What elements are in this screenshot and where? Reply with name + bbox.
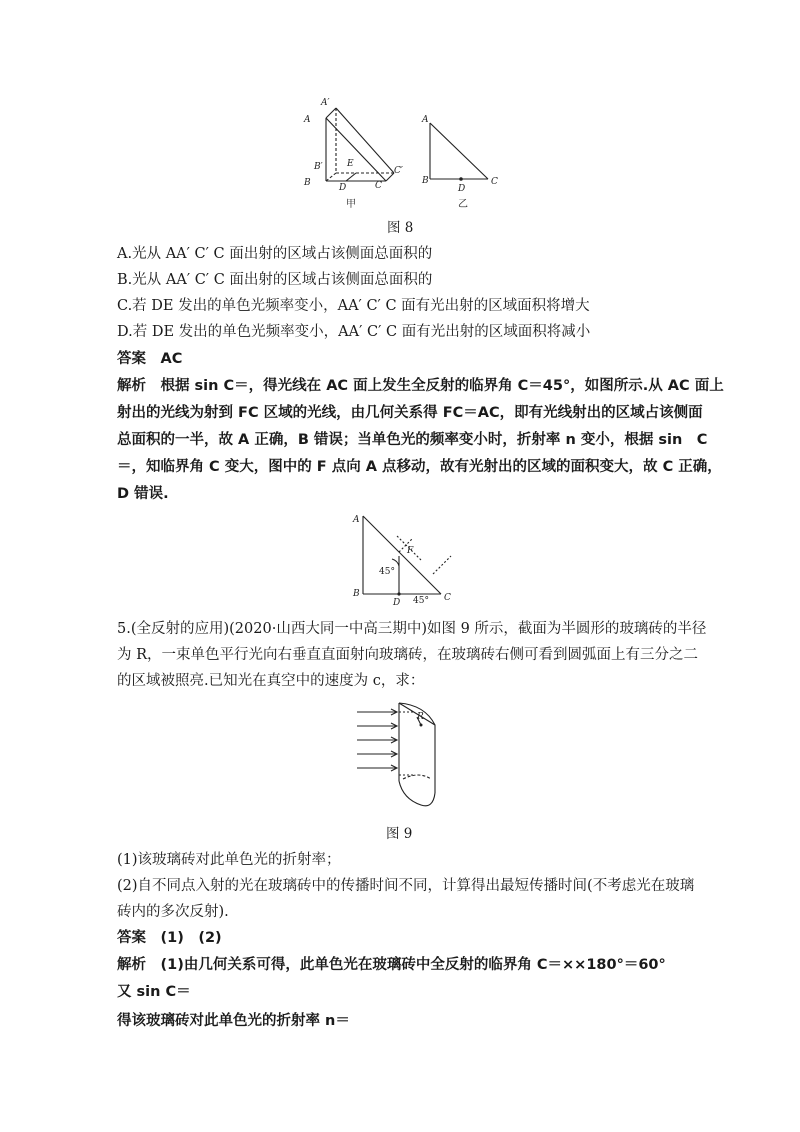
q5-stem-line-3: 的区域被照亮.已知光在真空中的速度为 c，求： xyxy=(117,673,425,689)
q5-stem-line-1: 5.(全反射的应用)(2020·山西大同一中高三期中)如图 9 所示，截面为半圆形的玻璃砖的半径 xyxy=(117,621,707,637)
q5-analysis-line-2: 又 sin C＝ xyxy=(117,984,191,1000)
q5-analysis-line-3: 得该玻璃砖对此单色光的折射率 n＝ xyxy=(117,1013,350,1029)
analysis-angle-2: 45° xyxy=(413,596,429,606)
jia-label: 甲 xyxy=(346,199,356,210)
q4-analysis-line-4: ＝，知临界角 C 变大，图中的 F 点向 A 点移动，故有光射出的区域的面积变大，故 C 正确， xyxy=(117,459,722,475)
figure-8-caption: 图 8 xyxy=(387,220,414,236)
label-A-prime: A′ xyxy=(321,98,330,108)
label-A: A xyxy=(304,115,311,125)
q5-part-2-line-1: (2)自不同点入射的光在玻璃砖中的传播时间不同，计算得出最短传播时间(不考虑光在玻璃 xyxy=(117,878,695,894)
analysis-label-B: B xyxy=(353,589,360,599)
q4-analysis-line-5: D 错误. xyxy=(117,486,169,502)
fig9-label-R: R xyxy=(417,712,424,722)
yi-label-C: C xyxy=(491,177,498,187)
label-B: B xyxy=(304,178,311,188)
analysis-angle-1: 45° xyxy=(379,567,395,577)
label-E: E xyxy=(347,159,354,169)
yi-label-D: D xyxy=(458,184,466,194)
label-D: D xyxy=(339,183,347,193)
analysis-figure xyxy=(345,508,460,610)
yi-label-B: B xyxy=(422,176,429,186)
yi-label: 乙 xyxy=(458,199,468,210)
option-d: D.若 DE 发出的单色光频率变小，AA′ C′ C 面有光出射的区域面积将减小 xyxy=(117,324,591,340)
figure-8 xyxy=(290,95,520,215)
q4-analysis-line-2: 射出的光线为射到 FC 区域的光线，由几何关系得 FC＝AC，即有光线射出的区域占该侧面 xyxy=(117,405,703,421)
label-B-prime: B′ xyxy=(314,162,323,172)
option-c: C.若 DE 发出的单色光频率变小，AA′ C′ C 面有光出射的区域面积将增大 xyxy=(117,298,590,314)
q4-analysis-line-1: 解析 根据 sin C＝，得光线在 AC 面上发生全反射的临界角 C＝45°，如图所示.从 AC 面上 xyxy=(117,378,724,394)
figure-9 xyxy=(355,695,465,815)
q4-answer: 答案 AC xyxy=(117,351,183,367)
option-a: A.光从 AA′ C′ C 面出射的区域占该侧面总面积的 xyxy=(117,246,433,262)
label-C: C xyxy=(375,181,382,191)
q5-part-1: (1)该玻璃砖对此单色光的折射率； xyxy=(117,852,341,868)
q5-stem-line-2: 为 R，一束单色平行光向右垂直直面射向玻璃砖，在玻璃砖右侧可看到圆弧面上有三分之二 xyxy=(117,647,699,663)
analysis-label-D: D xyxy=(393,598,401,608)
q5-answer: 答案 (1) (2) xyxy=(117,930,222,946)
q5-part-2-line-2: 砖内的多次反射). xyxy=(117,904,229,920)
analysis-label-F: F xyxy=(407,546,414,556)
label-C-prime: C′ xyxy=(394,166,403,176)
q4-analysis-line-3: 总面积的一半，故 A 正确，B 错误；当单色光的频率变小时，折射率 n 变小，根据 sin C xyxy=(117,432,708,448)
figure-9-caption: 图 9 xyxy=(386,826,413,842)
analysis-label-C: C xyxy=(444,593,451,603)
analysis-label-A: A xyxy=(353,515,360,525)
yi-label-A: A xyxy=(422,115,429,125)
option-b: B.光从 AA′ C′ C 面出射的区域占该侧面总面积的 xyxy=(117,272,433,288)
q5-analysis-line-1: 解析 (1)由几何关系可得，此单色光在玻璃砖中全反射的临界角 C＝××180°＝60° xyxy=(117,957,666,973)
